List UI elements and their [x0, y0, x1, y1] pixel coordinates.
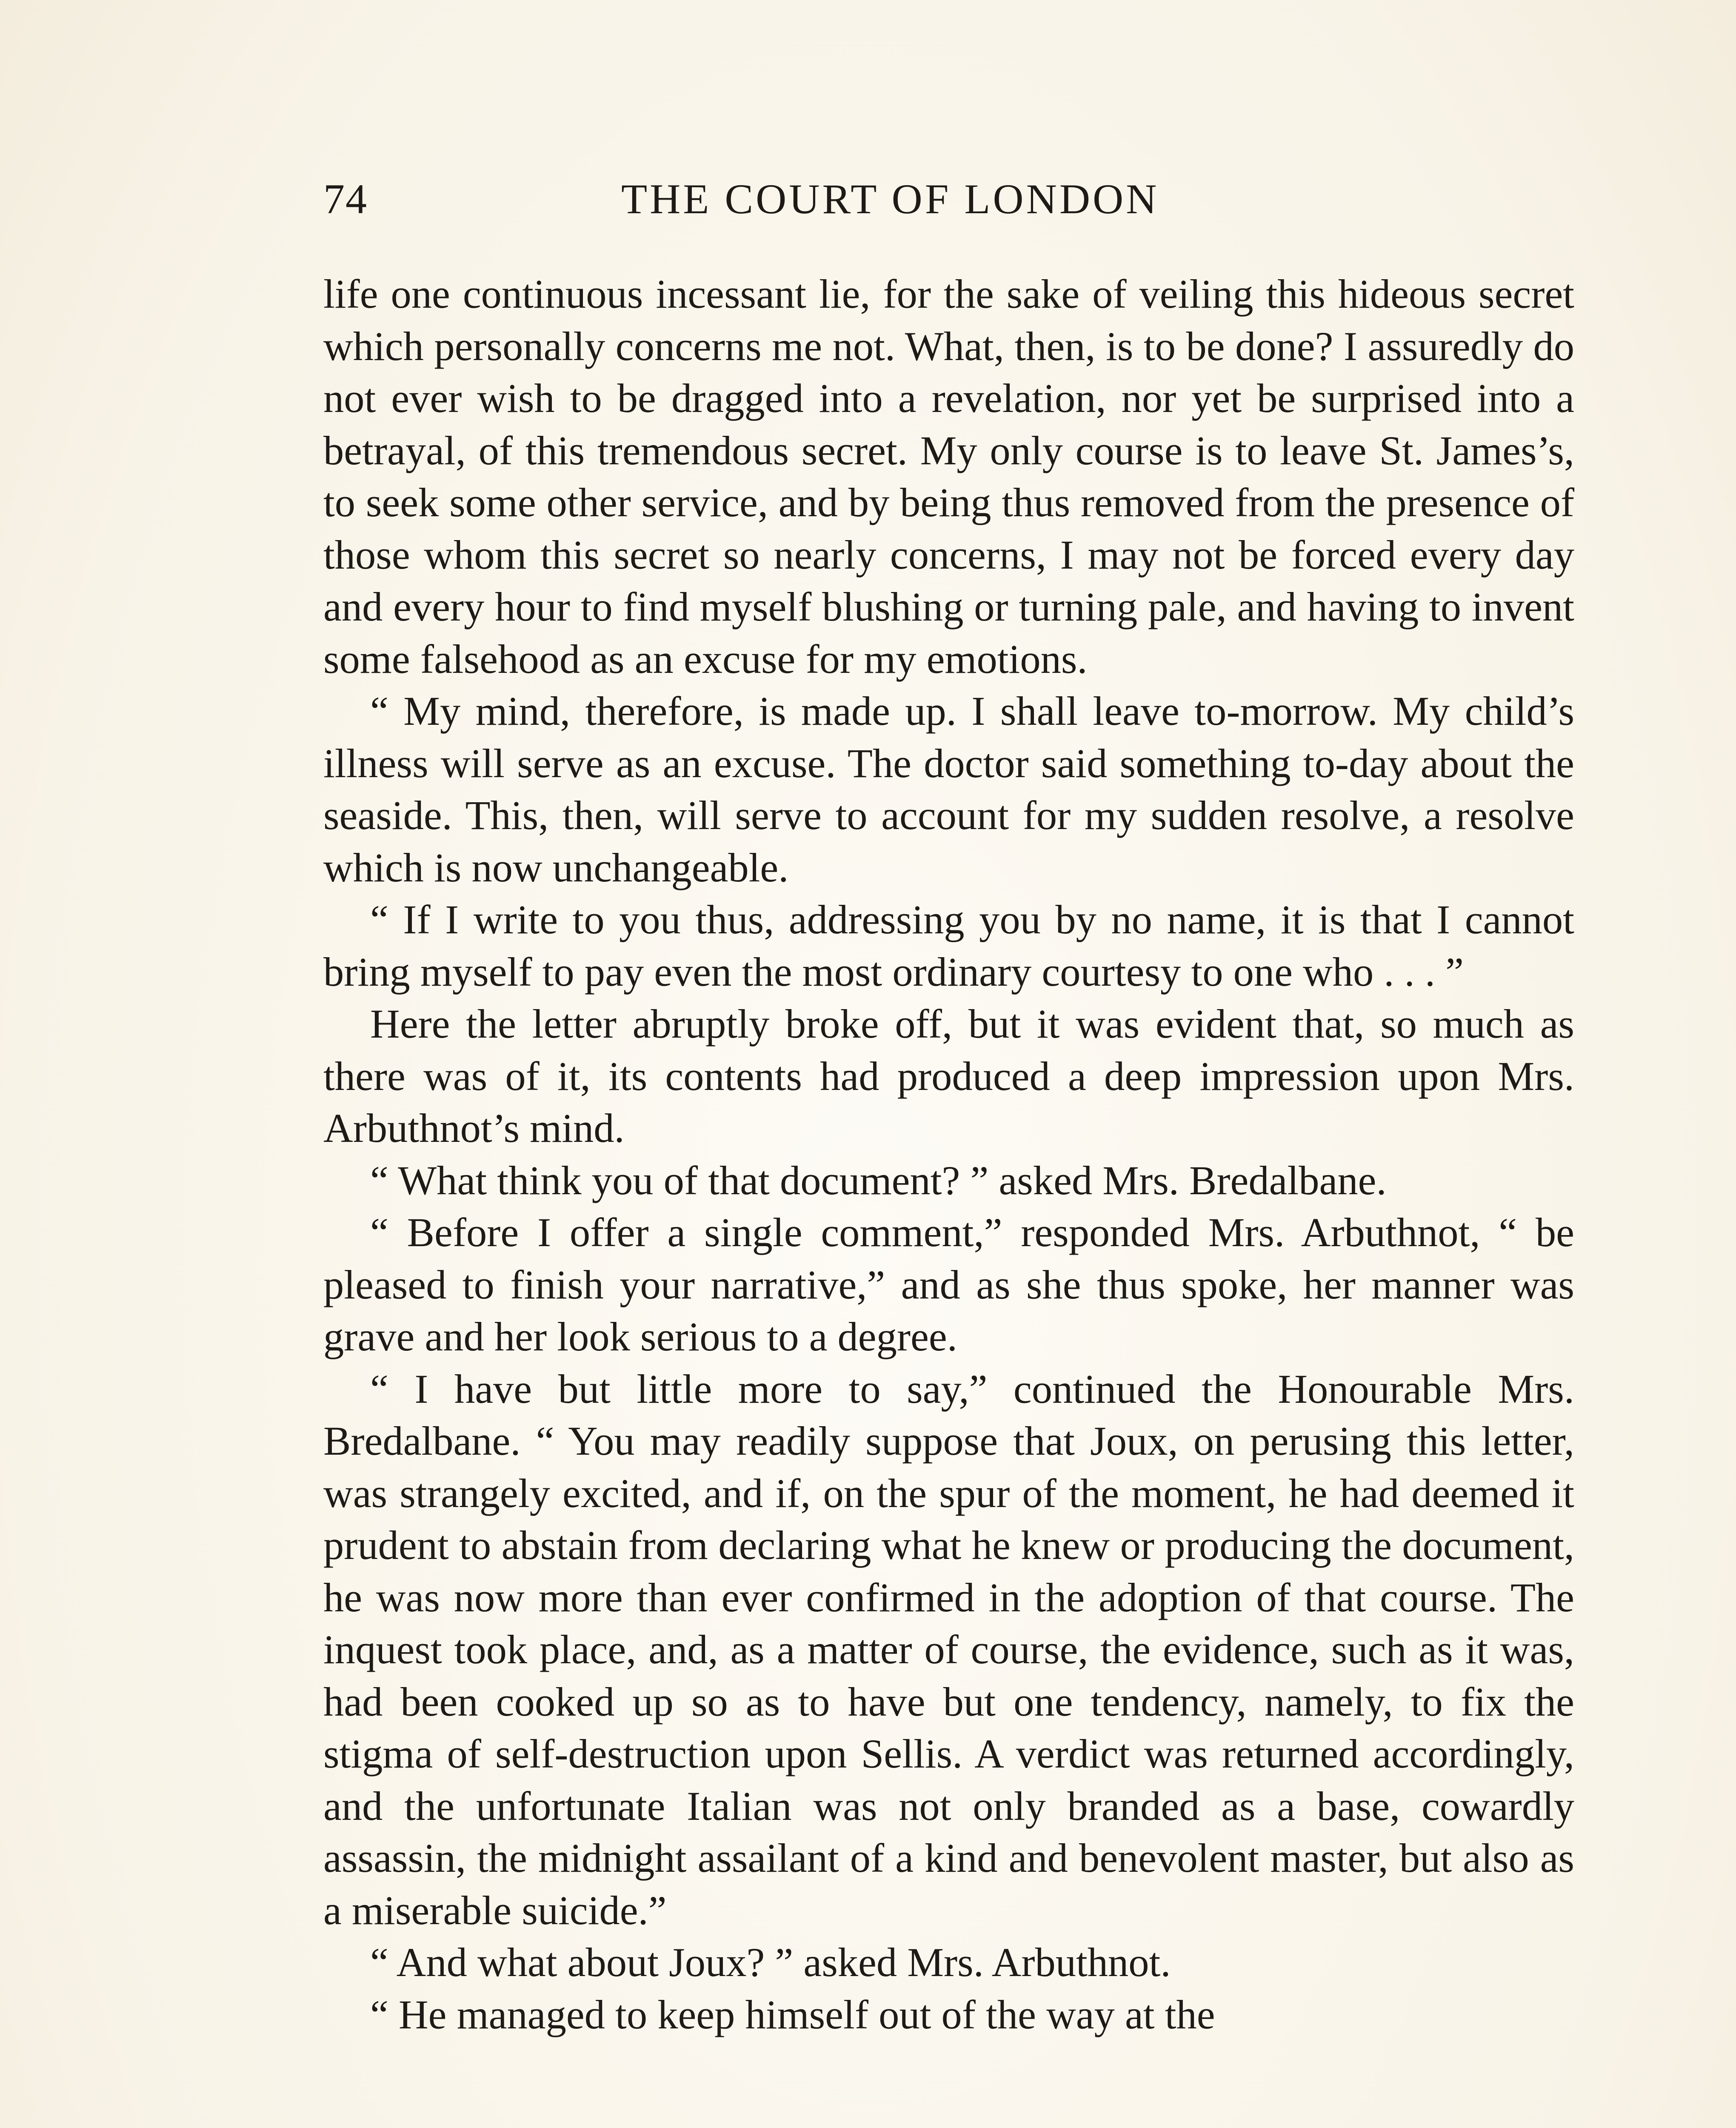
page-number: 74: [323, 175, 368, 223]
paragraph-my-mind: “ My mind, therefore, is made up. I shall leave to-morrow. My child’s illness will serve as an excuse. The doctor said something to-day about the seaside. This, then, will serve to account for my sudden resolve, a resolve which is now unchangeable.: [323, 688, 1574, 890]
paragraph-before-i-offer: “ Before I offer a single comment,” responded Mrs. Arbuthnot, “ be pleased to finish your narrative,” and as she thus spoke, her manner was grave and her look serious to a degree.: [323, 1210, 1574, 1359]
paragraph-little-more-to-say: “ I have but little more to say,” continued the Honourable Mrs. Bredalbane. “ You may readily suppose that Joux, on perusing this letter, was strangely excited, and if, on the spur of the moment, he had deemed it prudent to abstain from declaring what he knew or producing the document, he was now more than ever confirmed in the adoption of that course. The inquest took place, and, as a matter of course, the evidence, such as it was, had been cooked up so as to have but one tendency, namely, to fix the stigma of self-destruction upon Sellis. A verdict was returned accordingly, and the unfortunate Italian was not only branded as a base, cowardly assassin, the midnight assailant of a kind and benevolent master, but also as a miserable suicide.”: [323, 1366, 1574, 1933]
paragraph-letter-continuation: life one continuous incessant lie, for the sake of veiling this hideous secret which personally concerns me not. What, then, is to be done? I assuredly do not ever wish to be dragged into a revelation, nor yet be surprised into a betrayal, of this tremendous secret. My only course is to leave St. James’s, to seek some other service, and by being thus removed from the presence of those whom this secret so nearly concerns, I may not be forced every day and every hour to find myself blushing or turning pale, and having to invent some falsehood as an excuse for my emotions.: [323, 271, 1574, 682]
running-title: THE COURT OF LONDON: [621, 175, 1159, 223]
paragraph-he-managed: “ He managed to keep himself out of the way at the: [370, 1991, 1215, 2037]
paragraph-if-i-write: “ If I write to you thus, addressing you by no name, it is that I cannot bring myself to pay even the most ordinary courtesy to one who . . . ”: [323, 897, 1574, 995]
page-header: [323, 170, 1574, 234]
paragraph-what-about-joux: “ And what about Joux? ” asked Mrs. Arbuthnot.: [370, 1939, 1171, 1985]
paragraph-letter-broke-off: Here the letter abruptly broke off, but it was evident that, so much as there was of it, its contents had produced a deep impression upon Mrs. Arbuthnot’s mind.: [323, 1001, 1574, 1151]
body-text: [323, 268, 1574, 2041]
paragraph-what-think-you: “ What think you of that document? ” asked Mrs. Bredalbane.: [370, 1157, 1387, 1203]
